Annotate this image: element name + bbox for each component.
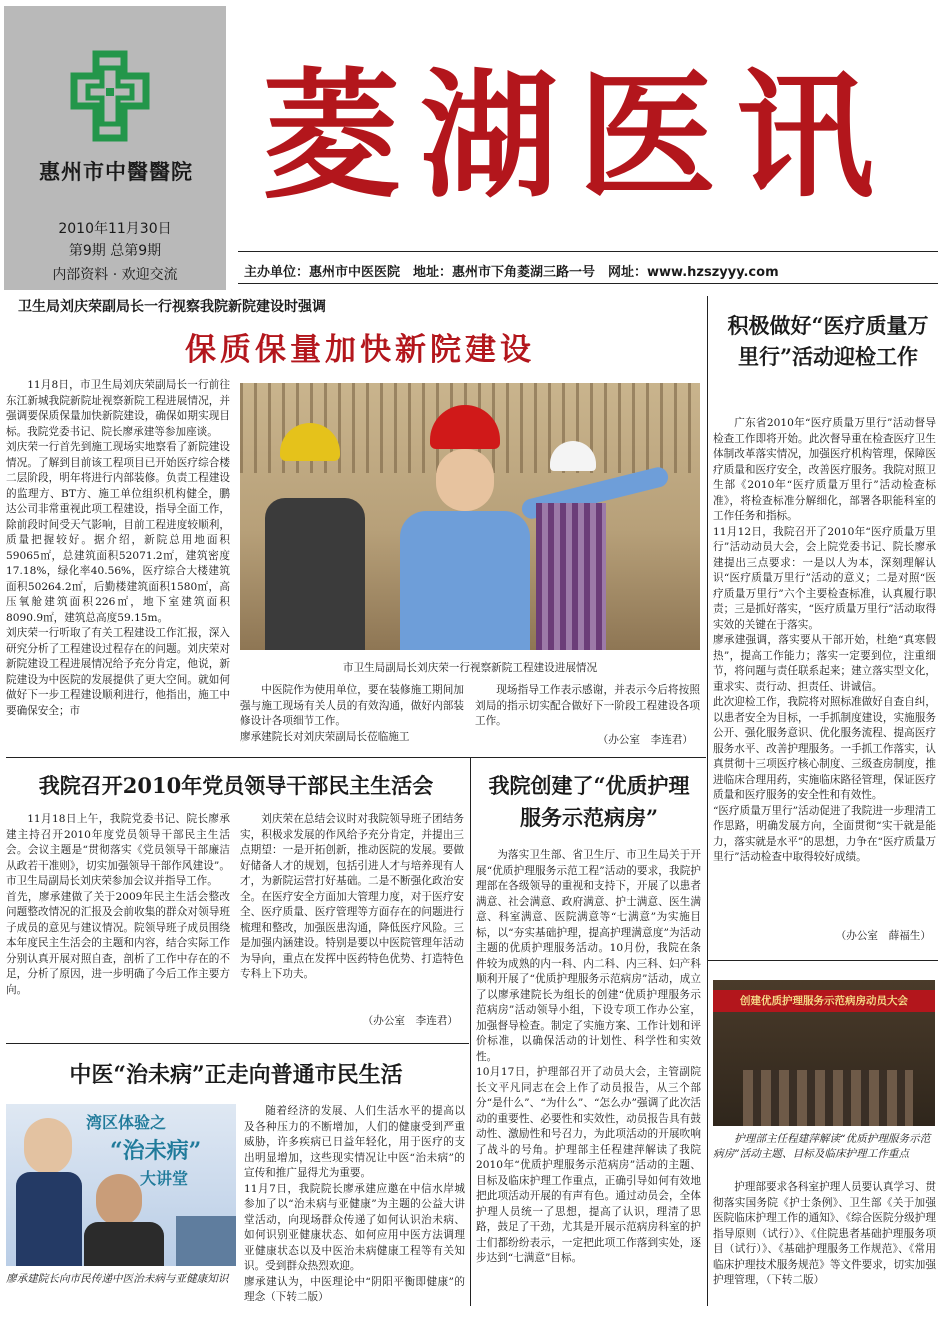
article3-col1: 11月18日上午，我院党委书记、院长廖承建主持召开2010年度党员领导干部民主生活会。会议主题是“贯彻落实《党员领导干部廉洁从政若干准则》，切实加强领导干部作风建设”。市卫生局副局长刘庆荣参加会议并指导工作。 首先，廖承建做了关于2009年民主生活会整改问题整改情况的汇报及会前收集的群众对领导班子成员的意见与建议情况。院领导班子成员围绕本年度民主生活会的主题和内容，结合实际工作分别认真开展对照自查，剖析了工作中存在的不足，分析了原因，进一步明确了今后工作主要方向。	[6, 813, 230, 996]
hospital-cross-logo-icon	[70, 48, 150, 144]
masthead-info: 主办单位：惠州市中医医院 地址：惠州市下角菱湖三路一号 网址：www.hzszyyy.com	[244, 265, 779, 280]
article1-photo-caption: 市卫生局副局长刘庆荣一行视察新院工程建设进展情况	[342, 662, 598, 674]
article4-photo-caption: 护理部主任程建萍解读“优质护理服务示范病房”活动主题、目标及临床护理工作重点	[713, 1133, 931, 1160]
article5-photo	[6, 1104, 236, 1266]
article3-headline: 我院召开2010年党员领导干部民主生活会	[38, 773, 434, 798]
article5-photo-text3: 大讲堂	[140, 1169, 189, 1188]
internal-note: 内部资料 · 欢迎交流	[52, 267, 178, 283]
article5-photo-text: 湾区体验之	[86, 1113, 167, 1132]
article1-photo	[240, 383, 700, 650]
article1-col2: 中医院作为使用单位，要在装修施工期间加强与施工现场有关人员的有效沟通，做好内部装修设计各项细节工作。 廖承建院长对刘庆荣副局长莅临施工	[240, 684, 464, 743]
article4-headline: 我院创建了“优质护理服务示范病房”	[488, 773, 690, 830]
article5-headline: 中医“治未病”正走向普通市民生活	[69, 1062, 403, 1088]
article1-col1: 11月8日，市卫生局刘庆荣副局长一行前往东江新城我院新院址视察新院工程进展情况，并强调要保质保量加快新院建设，确保如期实现目标。我院党委书记、院长廖承建等参加座谈。 刘庆荣一行首先到施工现场实地察看了新院建设情况。了解到目前该工程项目已开始医疗综合楼二层阶段，明年将进行内部装修。负责工程建设的监理方、BT方、施工单位组织机构健全，鹏达公司非常重视此项工程建设，指导全面工作，除前段时间受天气影响，目前工程进度较顺利，质量把握较好。据介绍，新院总用地面积59065㎡，总建筑面积52071.2㎡，建筑密度17.18%，绿化率40.56%，医疗综合大楼建筑面积50264.2㎡，后勤楼建筑面积1580㎡，高压氧舱建筑面积226㎡，地下室建筑面积8090.9㎡，建筑总高度59.15m。 刘庆荣一行听取了有关工程建设工作汇报，深入研究分析了工程建设过程存在的问题。刘庆荣对新院建设工程进展情况给予充分肯定，他说，新院建设为中医院的发展提供了更大空间。就如何做好下一步工程建设顺利进行，他指出，施工中要确保安全；市	[6, 379, 230, 717]
article4-text-right: 护理部要求各科室护理人员要认真学习、贯彻落实国务院《护士条例》、卫生部《关于加强医院临床护理工作的通知》、《综合医院分级护理指导原则（试行）》、《住院患者基础护理服务项目（试行）》、《基础护理服务工作规范》、《常用临床护理技术服务规范》等文件要求，切实加强护理管理，（下转二版）	[713, 1181, 936, 1286]
article4-photo-banner: 创建优质护理服务示范病房动员大会	[713, 990, 935, 1012]
article1-col3: 现场指导工作表示感谢，并表示今后将按照刘局的指示切实配合做好下一阶段工程建设各项工作。	[475, 684, 700, 727]
masthead-rule-top	[238, 251, 938, 252]
article4-photo	[713, 980, 935, 1126]
article3-col2: 刘庆荣在总结会议时对我院领导班子团结务实，积极求发展的作风给予充分肯定，并提出三点期望：一是开拓创新，推动医院的发展。要做好储备人才的规划，包括引进人才与培养现有人才，为新院运营打好基础。二是不断强化政治安全。在医疗安全方面加大管理力度，对于医疗安全、医疗质量、医疗管理等方面存在的问题进行梳理和整改，加强医患沟通，降低医疗风险。三是加强内涵建设。特别是要以中医院管理年活动为导向，重点在发挥中医药特色优势、打造特色专科上下功夫。	[240, 813, 464, 980]
article1-byline: （办公室 李连君）	[597, 734, 693, 746]
column-divider-right	[707, 296, 708, 1306]
issue-number: 第9期 总第9期	[68, 243, 162, 259]
article2-headline: 积极做好“医疗质量万里行”活动迎检工作	[727, 313, 929, 369]
article5-top-rule	[6, 1043, 469, 1044]
article2-text: 广东省2010年“医疗质量万里行”活动督导检查工作即将开始。此次督导重在检查医疗卫生体制改革落实情况，加强医疗机构管理，保障医疗质量和医疗安全，改善医疗服务。我院对照卫生部《2010年“医疗质量万里行”活动检查标准》，将检查标准分解细化，部署各职能科室的工作任务和指标。 11月12日，我院召开了2010年“医疗质量万里行”活动动员大会，会上院党委书记、院长廖承建提出三点要求：一是以人为本，深刻理解认识“医疗质量万里行”活动的意义；二是对照“医疗质量万里行”六个主要检查标准，认真履行职责；三是抓好落实，“医疗质量万里行”活动取得实效的关键在于落实。 廖承建强调，落实要从干部开始，杜绝“真寒假热”，提高工作能力；落实一定要到位，注重细节，将问题与责任联系起来；建立落实型文化，重求实、责行动、担责任、讲诚信。 此次迎检工作，我院将对照标准做好自查自纠，以患者安全为目标，一手抓制度建设，实施服务公开、强化服务意识、优化服务流程、提高医疗服务水平、改善护理服务。一手抓工作落实，认真贯彻十三项医疗核心制度、三级查房制度，推进临床合理用药，实施临床路径管理，保证医疗质量和医疗服务的安全性和有效性。 “医疗质量万里行”活动促进了我院进一步理清工作思路，明确发展方向，全面贯彻“实干就是能力，落实就是水平”的思想，力争在“医疗质量万里行”活动检查中取得较好成绩。	[713, 417, 936, 863]
article2-bottom-rule	[707, 960, 938, 961]
article5-photo-text2: “治未病”	[110, 1138, 202, 1164]
hospital-name: 惠州市中醫醫院	[39, 159, 193, 184]
article5-photo-caption: 廖承建院长向市民传递中医治未病与亚健康知识	[6, 1273, 229, 1285]
article2-byline: （办公室 薛福生）	[835, 930, 931, 942]
column-divider-middle	[470, 758, 471, 1306]
article4-text: 为落实卫生部、省卫生厅、市卫生局关于开展“优质护理服务示范工程”活动的要求，我院护理部在各级领导的重视和支持下，开展了以患者满意、社会满意、政府满意、护士满意、医生满意、科室满意、医院满意等“七满意”为实施目标，以“夯实基础护理，提高护理满意度”为活动主题的优质护理服务活动。10月份，我院在条件较为成熟的内一科、内二科、内三科、妇产科顺利开展了“优质护理服务示范病房”活动，成立了以廖承建院长为组长的创建“优质护理服务示范病房”活动领导小组，下设专项工作办公室，加强督导检查。制定了实施方案、工作计划和评价标准，以确保活动的计划性、科学性和实效性。 10月17日，护理部召开了动员大会，主管副院长文平凡同志在会上作了动员报告，从三个部分“是什么”、“为什么”、“怎么办”强调了此次活动的重要性、必要性和实效性，动员报告具有鼓动性、激励性和号召力，为此项活动的开展吹响了战斗的号角。护理部主任程建萍解读了我院2010年“优质护理服务示范病房”活动的主题、目标及临床护理工作重点，正确引导如何有效地把此项活动开展的有声有色。通过动员会，全体护理人员统一了思想，提高了认识，理清了思路，鼓足了干劲，尤其是开展示范病房科室的护士们都纷纷表示，一定把此项工作落到实处，逐步达到“七满意”目标。	[476, 849, 701, 1264]
newspaper-title: 菱湖医讯	[262, 56, 895, 217]
issue-date: 2010年11月30日	[58, 221, 172, 237]
masthead-sidebar	[4, 6, 226, 290]
article1-kicker: 卫生局刘庆荣副局长一行视察我院新院建设时强调	[18, 299, 326, 315]
article3-byline: （办公室 李连君）	[362, 1015, 458, 1027]
article1-headline: 保质保量加快新院建设	[185, 332, 535, 368]
article5-text: 随着经济的发展、人们生活水平的提高以及各种压力的不断增加，人们的健康受到严重威胁，许多疾病已日益年轻化，用于医疗的支出明显增加，这些现实情况让中医“治未病”的宣传和推广显得尤为重要。 11月7日，我院院长廖承建应邀在中信水岸城参加了以“治未病与亚健康”为主题的公益大讲堂活动，向现场群众传递了如何认识治未病、如何识别亚健康状态、如何应用中医方法调理亚健康状态以及中医治未病健康工程等有关知识。受到群众热烈欢迎。 廖承建认为，中医理论中“阴阳平衡即健康”的理念（下转二版）	[244, 1105, 465, 1303]
article3-top-rule	[6, 757, 706, 758]
masthead-rule-bottom	[238, 283, 938, 284]
